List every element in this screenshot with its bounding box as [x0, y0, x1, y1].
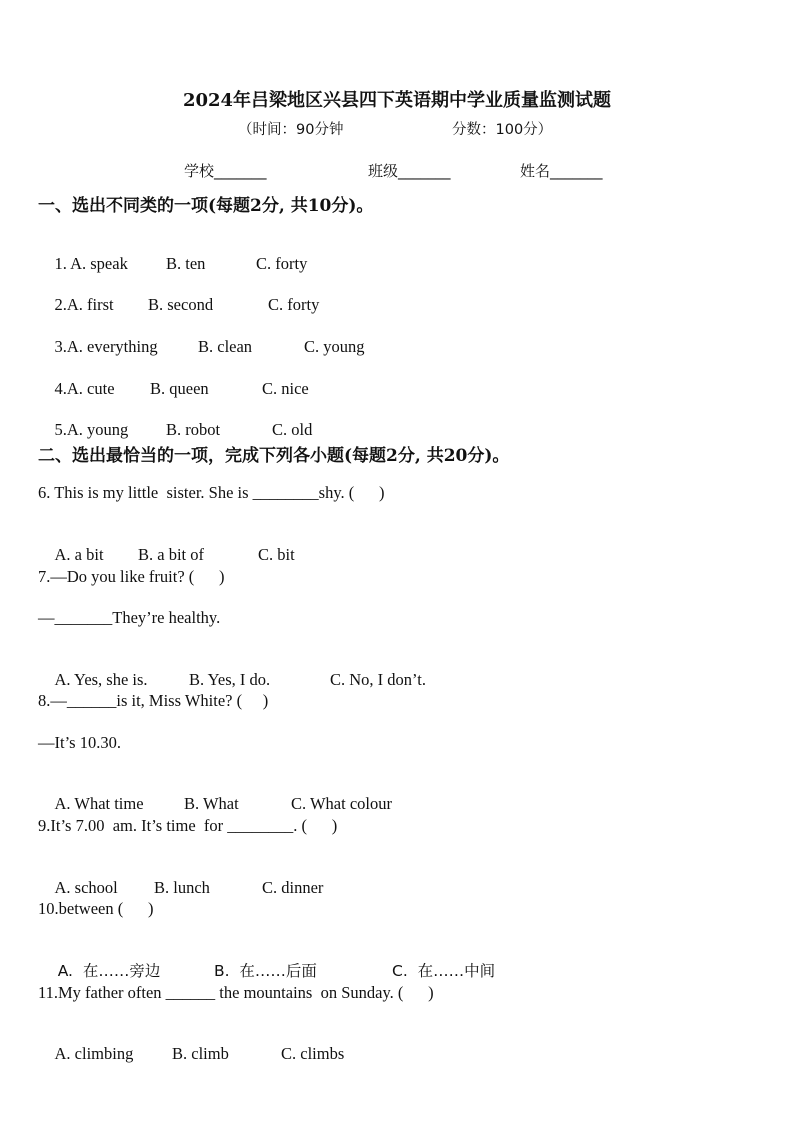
- exam-time: （时间：90分钟: [238, 122, 344, 138]
- name-field: 姓名_______: [520, 162, 603, 180]
- q5-option-a: 5.A. young: [54, 420, 129, 439]
- q11-option-c: C. climbs: [281, 1044, 345, 1063]
- q11-option-a: A. climbing: [54, 1044, 134, 1063]
- q2-option-a: 2.A. first: [54, 295, 114, 314]
- q10-option-a: A. 在……旁边: [57, 962, 161, 980]
- q9-option-b: B. lunch: [154, 878, 210, 897]
- exam-score: 分数：100分）: [452, 122, 553, 138]
- q3-option-a: 3.A. everything: [54, 337, 158, 356]
- q7-option-c: C. No, I don’t.: [330, 670, 426, 689]
- section2-heading: 二、选出最恰当的一项，完成下列各小题(每题2分, 共20分)。: [38, 446, 510, 466]
- q9-option-c: C. dinner: [262, 878, 324, 897]
- q1-option-a: 1. A. speak: [54, 254, 128, 273]
- q5-option-b: B. robot: [166, 420, 221, 439]
- exam-title: 2024年吕梁地区兴县四下英语期中学业质量监测试题: [182, 90, 612, 111]
- q1-option-b: B. ten: [166, 254, 206, 273]
- q10-option-c: C. 在……中间: [392, 962, 496, 980]
- q8-option-a: A. What time: [54, 794, 144, 813]
- q11-option-b: B. climb: [172, 1044, 229, 1063]
- q3-option-c: C. young: [304, 337, 365, 356]
- q10-option-b: B. 在……后面: [214, 962, 317, 980]
- class-field: 班级_______: [368, 162, 451, 180]
- q4-option-b: B. queen: [150, 379, 209, 398]
- q7-option-a: A. Yes, she is.: [54, 670, 148, 689]
- section1-heading: 一、选出不同类的一项(每题2分, 共10分)。: [38, 196, 374, 216]
- q9-option-a: A. school: [54, 878, 118, 897]
- q1-option-c: C. forty: [256, 254, 308, 273]
- question-7-reply: —_______They’re healthy.: [38, 608, 221, 627]
- question-8-stem: 8.—______is it, Miss White? ( ): [38, 691, 269, 710]
- question-10-stem: 10.between ( ): [38, 899, 154, 918]
- q8-option-c: C. What colour: [291, 794, 392, 813]
- q7-option-b: B. Yes, I do.: [189, 670, 271, 689]
- question-6-stem: 6. This is my little sister. She is ________shy. ( ): [38, 483, 385, 502]
- school-field: 学校_______: [184, 162, 267, 180]
- q4-option-a: 4.A. cute: [54, 379, 115, 398]
- q6-option-b: B. a bit of: [138, 545, 204, 564]
- question-11-stem: 11.My father often ______ the mountains on Sunday. ( ): [38, 983, 434, 1002]
- question-9-stem: 9.It’s 7.00 am. It’s time for ________. ( ): [38, 816, 338, 835]
- q6-option-c: C. bit: [258, 545, 295, 564]
- q2-option-b: B. second: [148, 295, 214, 314]
- q5-option-c: C. old: [272, 420, 313, 439]
- question-11-options: [38, 1024, 345, 1084]
- q8-option-b: B. What: [184, 794, 239, 813]
- question-8-reply: —It’s 10.30.: [38, 733, 121, 752]
- q3-option-b: B. clean: [198, 337, 253, 356]
- q4-option-c: C. nice: [262, 379, 309, 398]
- q2-option-c: C. forty: [268, 295, 320, 314]
- question-7-stem: 7.—Do you like fruit? ( ): [38, 567, 225, 586]
- q6-option-a: A. a bit: [54, 545, 104, 564]
